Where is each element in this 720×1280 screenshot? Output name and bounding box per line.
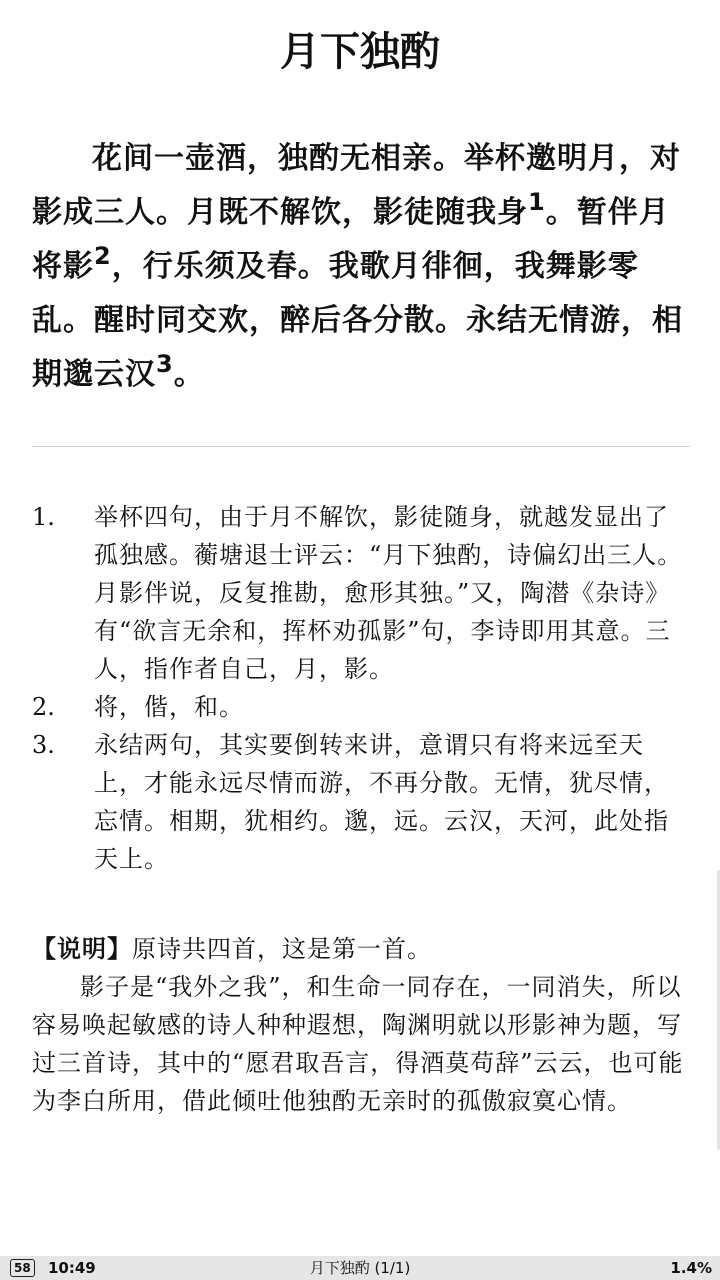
footnote-item [32, 726, 692, 878]
status-time: 10:49 [48, 1259, 96, 1277]
explanation-first-line: 原诗共四首，这是第一首。 [132, 935, 432, 963]
footnote-item [32, 498, 692, 688]
footnote-text: 将，偕，和。 [94, 693, 244, 721]
poem-text-3: ，行乐须及春。我歌月徘徊，我舞影零乱。醒时同交欢，醉后各分散。永结无情游，相期邈云汉 [32, 249, 683, 392]
footnote-text: 举杯四句，由于月不解饮，影徒随身，就越发显出了孤独感。蘅塘退士评云：“月下独酌，诗偏幻出三人。月影伴说，反复推勘，愈形其独。”又，陶潜《杂诗》有“欲言无余和，挥杯劝孤影”句，李诗即用其意。三人，指作者自己，月，影。 [94, 503, 683, 683]
footnote-item [32, 688, 692, 726]
footnote-number: 2. [32, 693, 55, 721]
footnote-ref-2[interactable]: 2 [94, 242, 112, 270]
footnote-number: 3. [32, 731, 55, 759]
poem-body [32, 132, 692, 402]
footnotes-list [32, 498, 692, 878]
battery-badge: 58 [10, 1259, 35, 1277]
section-divider [32, 446, 690, 447]
footnote-ref-1[interactable]: 1 [528, 188, 546, 216]
poem-text-4: 。 [173, 357, 205, 392]
status-book-title: 月下独酌 (1/1) [309, 1259, 411, 1277]
poem-title: 月下独酌 [280, 29, 440, 75]
explanation-section [32, 930, 692, 1120]
reading-progress: 1.4% [670, 1259, 712, 1277]
explanation-paragraph: 影子是“我外之我”，和生命一同存在，一同消失，所以容易唤起敏感的诗人种种遐想，陶渊明就以形影神为题，写过三首诗，其中的“愿君取吾言，得酒莫苟辞”云云，也可能为李白所用，借此倾吐他独酌无亲时的孤傲寂寞心情。 [32, 973, 684, 1115]
poem-text-1: 花间一壶酒，独酌无相亲。举杯邀明月，对影成三人。月既不解饮，影徒随我身 [32, 141, 681, 230]
explanation-heading [32, 930, 692, 968]
reader-status-bar [0, 1256, 720, 1280]
footnote-number: 1. [32, 503, 55, 531]
poem-text-2: 。暂伴月将影 [32, 195, 670, 284]
footnote-text: 永结两句，其实要倒转来讲，意谓只有将来远至天上，才能永远尽情而游，不再分散。无情，犹尽情，忘情。相期，犹相约。邈，远。云汉，天河，此处指天上。 [94, 731, 669, 873]
footnote-ref-3[interactable]: 3 [156, 350, 174, 378]
explanation-label: 【说明】 [32, 934, 132, 963]
